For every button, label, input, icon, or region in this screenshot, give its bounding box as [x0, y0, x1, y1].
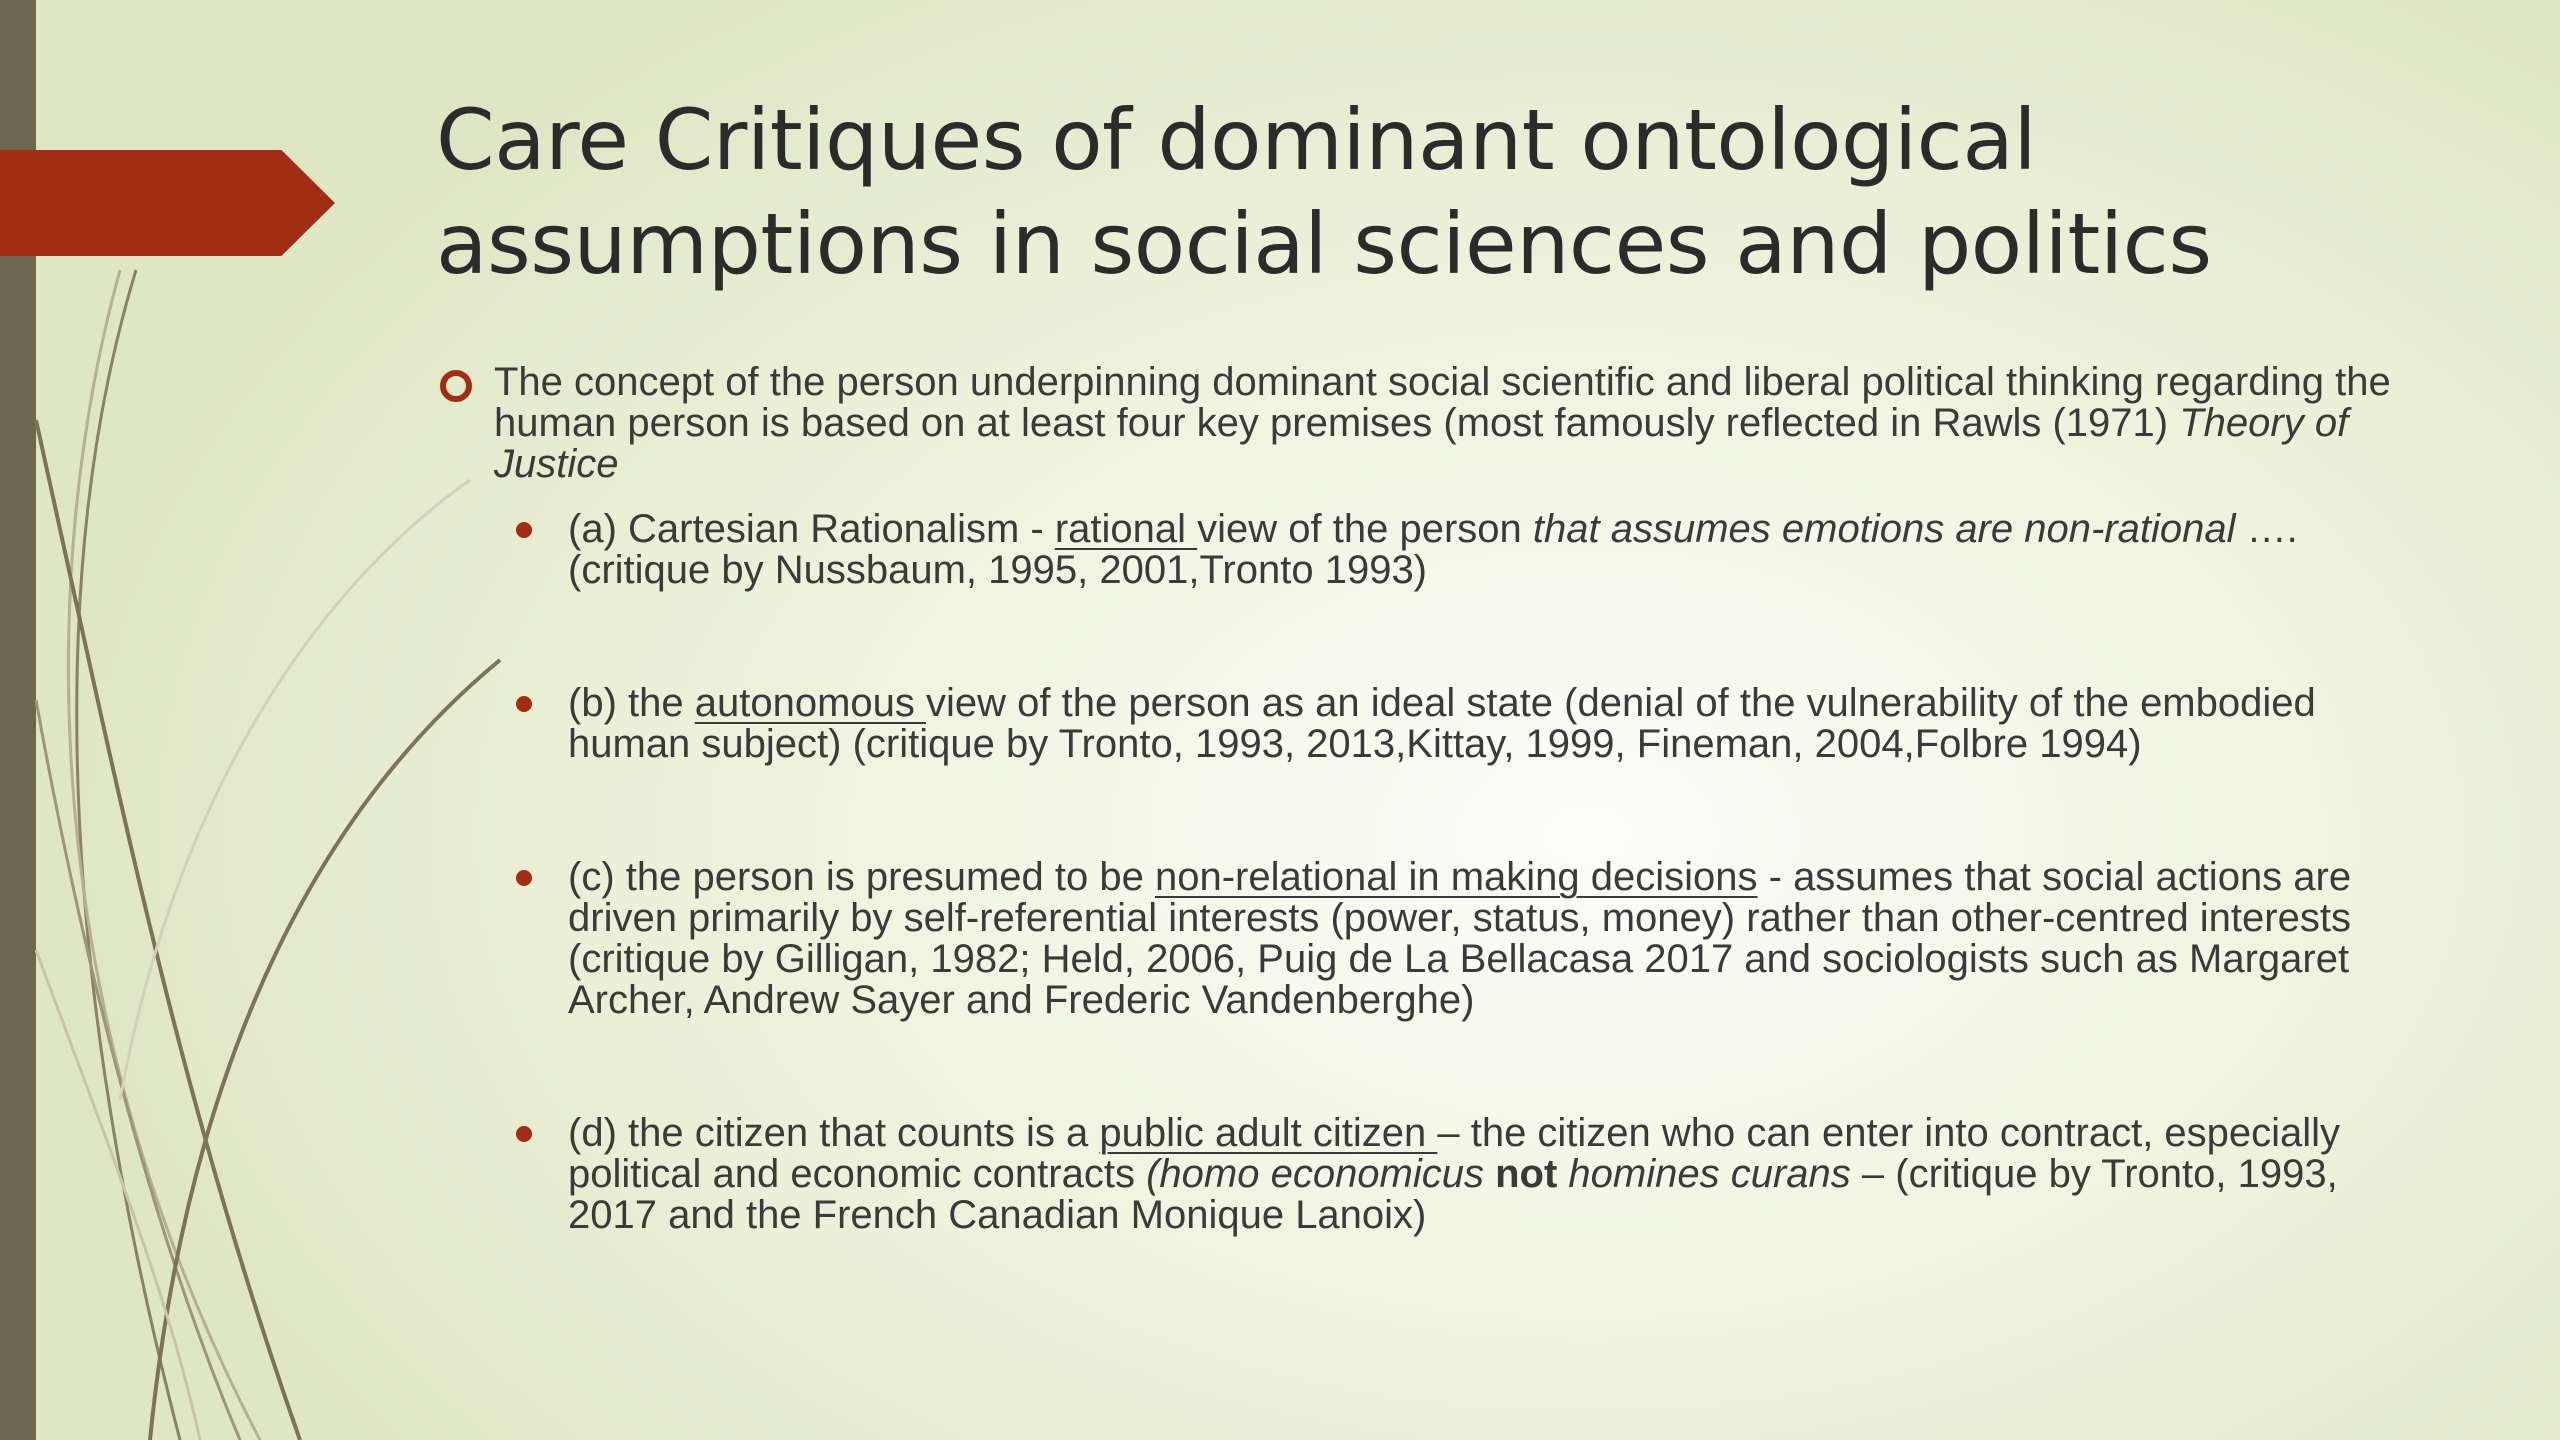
premise-d-underlined: public adult citizen [1099, 1111, 1438, 1155]
premise-c-text-2: - assumes that social actions are driven primarily by self-referential interests (power, status, money) rather than other-centred interests (critique by Gilligan, 1982; Held, 2006, Puig de La Bellacasa 2017 and sociologists such as Margaret Archer, Andrew Sayer and Frederic Vandenberghe) [568, 855, 2352, 1022]
premise-d-text-2: – the citizen who can enter into contract, especially political and economic contracts [568, 1111, 2341, 1196]
title-arrow-tab [0, 150, 335, 256]
premise-a-text-2: view of the person [1197, 507, 1533, 551]
main-bullet-italic: Theory of Justice [494, 401, 2349, 486]
premise-d-italic-1: (homo economicus [1146, 1152, 1496, 1196]
slide-content [436, 362, 2396, 1236]
dot-bullet-icon [516, 522, 532, 538]
premise-d-text: (d) the citizen that counts is a [568, 1111, 1100, 1155]
premise-list [436, 509, 2396, 1236]
dot-bullet-icon [516, 696, 532, 712]
premise-b-text: (b) the [568, 681, 695, 725]
main-bullet [436, 362, 2396, 485]
premise-a-underlined: rational [1054, 507, 1198, 551]
title-line-2: assumptions in social sciences and politics [436, 195, 2212, 293]
main-bullet-text: The concept of the person underpinning dominant social scientific and liberal political thinking regarding the human person is based on at least four key premises (most famously reflected in Rawls (1971) [494, 360, 2391, 445]
premise-b-underlined: autonomous [694, 681, 926, 725]
ring-bullet-icon [440, 370, 472, 402]
premise-a-italic: that assumes emotions are non-rational [1532, 507, 2236, 551]
title-line-1: Care Critiques of dominant ontological [436, 91, 2037, 189]
dot-bullet-icon [516, 1126, 532, 1142]
premise-a-text: (a) Cartesian Rationalism - [568, 507, 1055, 551]
slide-title [436, 88, 2436, 296]
premise-c-underlined: non-relational in making decisions [1154, 855, 1758, 899]
premise-a-critique: ….(critique by Nussbaum, 1995, 2001,Tronto 1993) [568, 507, 2298, 592]
premise-item-b [436, 683, 2396, 765]
premise-item-c [436, 857, 2396, 1021]
premise-item-d [436, 1113, 2396, 1236]
premise-item-a [436, 509, 2396, 591]
dot-bullet-icon [516, 870, 532, 886]
premise-d-italic-2: homines curans [1557, 1152, 1851, 1196]
premise-d-critique: – (critique by Tronto, 1993, 2017 and the French Canadian Monique Lanoix) [568, 1152, 2338, 1237]
premise-c-text: (c) the person is presumed to be [568, 855, 1155, 899]
premise-b-text-2: view of the person as an ideal state (denial of the vulnerability of the embodied human subject) (critique by Tronto, 1993, 2013,Kittay, 1999, Fineman, 2004,Folbre 1994) [568, 681, 2316, 766]
premise-d-bold: not [1495, 1152, 1558, 1196]
